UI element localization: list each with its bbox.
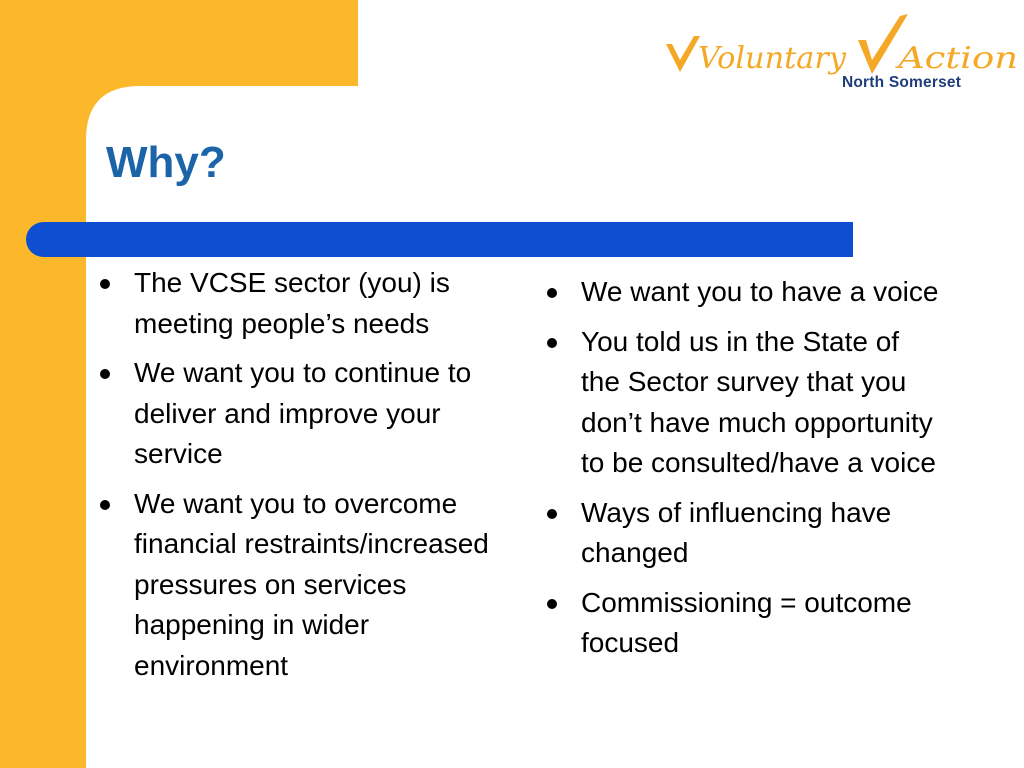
bullet-icon bbox=[547, 338, 557, 348]
bullet-icon bbox=[100, 279, 110, 289]
logo-subtitle: North Somerset bbox=[842, 74, 962, 91]
list-item-text: Ways of influencing have changed bbox=[581, 496, 892, 568]
list-item bbox=[544, 583, 944, 664]
logo-word-2: Action bbox=[894, 41, 1018, 76]
right-bullet-list bbox=[544, 272, 944, 673]
list-item bbox=[97, 353, 517, 475]
logo-word-1: Voluntary bbox=[698, 41, 848, 76]
bullet-icon bbox=[100, 369, 110, 379]
bullet-icon bbox=[100, 500, 110, 510]
list-item bbox=[97, 263, 517, 344]
list-item-text: We want you to overcome financial restraints/increased pressures on services happening in wider environment bbox=[134, 487, 489, 681]
bullet-icon bbox=[547, 599, 557, 609]
bullet-icon bbox=[547, 288, 557, 298]
left-bullet-list bbox=[97, 263, 517, 695]
logo-v-mark-1 bbox=[666, 36, 700, 72]
list-item bbox=[544, 322, 944, 484]
blue-divider-bar bbox=[26, 222, 853, 257]
list-item-text: The VCSE sector (you) is meeting people’s needs bbox=[134, 267, 450, 339]
bullet-icon bbox=[547, 509, 557, 519]
list-item-text: We want you to have a voice bbox=[581, 276, 939, 307]
blue-bar-shape bbox=[26, 222, 853, 257]
list-item bbox=[544, 493, 944, 574]
list-item-text: We want you to continue to deliver and improve your service bbox=[134, 357, 472, 469]
list-item-text: Commissioning = outcome focused bbox=[581, 586, 912, 658]
list-item bbox=[544, 272, 944, 313]
list-item bbox=[97, 484, 517, 687]
list-item-text: You told us in the State of the Sector survey that you don’t have much opportunity to be consulted/have a voice bbox=[581, 325, 936, 478]
slide-title: Why? bbox=[106, 138, 226, 187]
